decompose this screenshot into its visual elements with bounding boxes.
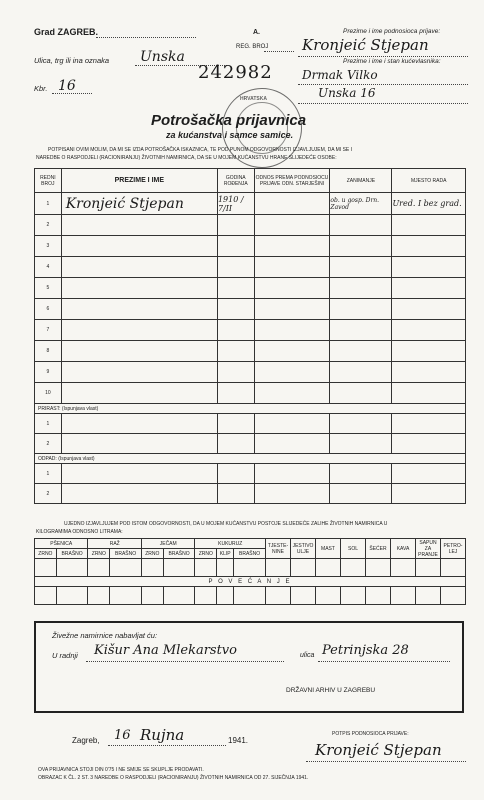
header-relation: ODNOS PREMA PODNOSIOCU PRIJAVE ODN. STARJEŠINI [254,169,330,193]
occupation [330,299,392,320]
table-row [35,464,466,484]
birth-year [217,383,254,404]
person-name [61,362,217,383]
applicant-underline [298,56,468,57]
birth-year [217,215,254,236]
relation [254,236,330,257]
stock-tjestenine: TJESTE-NINE [266,539,291,559]
birth-year [217,320,254,341]
house-number-value: 16 [58,78,76,94]
table-row [35,193,466,215]
person-name [61,236,217,257]
date-month: Rujna [140,726,185,744]
row-number: 5 [35,278,62,299]
workplace: Ured. I bez grad. [392,193,466,215]
stock-group-jecam: JEČAM [141,539,194,549]
row-number: 3 [35,236,62,257]
landlord-name-value: Drmak Vilko [302,68,378,82]
stock-sub: BRAŠNO [56,549,88,559]
header-name: PREZIME I IME [61,169,217,193]
stock-sub: ZRNO [35,549,57,559]
stock-sub: BRAŠNO [234,549,266,559]
stock-sub: KLIP [217,549,234,559]
occupation [330,215,392,236]
table-row [35,320,466,341]
form-title: Potrošačka prijavnica [151,112,307,129]
applicant-name-value: Kronjeić Stjepan [302,36,429,54]
reg-number-label: REG. BROJ [236,44,269,50]
birth-year [217,257,254,278]
row-number: 10 [35,383,62,404]
occupation [330,341,392,362]
shop-label: U radnji [52,651,78,660]
house-number-label: Kbr. [34,84,48,93]
stock-secer: ŠEĆER [366,539,391,559]
form-subtitle: za kućanstva i samce samice. [166,130,294,140]
row-number: 7 [35,320,62,341]
relation [254,383,330,404]
date-underline [108,745,226,746]
stock-row [35,559,466,577]
person-name [61,383,217,404]
occupation [330,320,392,341]
stock-sub: ZRNO [88,549,110,559]
relation [254,299,330,320]
serial-number: 242982 [198,62,273,83]
footer-note-2: OBRAZAC K ČL. 2 ST. 3 NAREDBE O RASPODJELI (RACIONIRANJU) ŽIVOTNIH NAMIRNICA OD 27. SIJEČNJA 1941. [38,775,309,781]
purchase-label: Živežne namirnice nabavljat ću: [52,631,158,640]
stock-sub: BRAŠNO [163,549,195,559]
table-row [35,341,466,362]
prirast-label: PRIRAST: (Ispunjava vlast) [35,404,466,414]
street-value: Unska [140,49,185,65]
person-name [61,215,217,236]
date-year: 1941. [228,736,249,745]
header-birth-year: GODINA ROĐENJA [217,169,254,193]
shop-street-label: ulica [300,652,315,659]
person-name [61,278,217,299]
table-row [35,299,466,320]
signature-label: POTPIS PODNOSIOCA PRIJAVE: [332,731,409,737]
occupation [330,278,392,299]
birth-year: 1910 / 7/II [217,193,254,215]
stock-petrolej: PETRO-LEJ [441,539,466,559]
stock-sub: ZRNO [141,549,163,559]
row-number: 4 [35,257,62,278]
signature-underline [306,761,466,762]
intro-line-1: POTPISANI OVIM MOLIM, DA MI SE IZDA POTROŠAČKA ISKAZNICA, TE POD PUNOM ODGOVORNOSTI IZJAVLJUJEM, DA MI SE I [48,147,353,153]
birth-year [217,362,254,383]
workplace [392,215,466,236]
stock-group-psenica: PŠENICA [35,539,88,549]
shop-underline [86,661,284,662]
shop-name: Kišur Ana Mlekarstvo [94,643,237,658]
stock-sub: BRAŠNO [110,549,142,559]
stock-sapun: SAPUN ZA PRANJE [416,539,441,559]
shop-street: Petrinjska 28 [322,643,409,658]
footer-note-1: OVA PRIJAVNICA STOJI DIN 0'75 I NE SMIJE SE SKUPLJE PRODAVATI. [38,767,204,773]
occupation [330,257,392,278]
relation [254,341,330,362]
stock-sol: SOL [341,539,366,559]
birth-year [217,341,254,362]
povecanje-label: P O V E Ć A N J E [35,577,466,587]
landlord-address-value: Unska 16 [318,86,376,100]
row-number: 8 [35,341,62,362]
birth-year [217,236,254,257]
stock-group-raz: RAŽ [88,539,141,549]
landlord-address-underline [298,103,468,104]
workplace [392,236,466,257]
occupation [330,383,392,404]
stock-jestivo-ulje: JESTIVO ULJE [291,539,316,559]
landlord-underline [298,84,468,85]
header-occupation: ZANIMANJE [330,169,392,193]
relation [254,320,330,341]
row-number: 1 [35,193,62,215]
birth-year [217,299,254,320]
stock-sub: ZRNO [195,549,217,559]
relation [254,278,330,299]
date-day: 16 [114,728,131,743]
header-workplace: MJESTO RADA [392,169,466,193]
person-name [61,341,217,362]
stock-kava: KAVA [391,539,416,559]
row-number: 9 [35,362,62,383]
workplace [392,383,466,404]
workplace [392,257,466,278]
reg-underline [264,51,294,52]
stock-mast: MAST [316,539,341,559]
house-number-underline [52,93,92,94]
city-label: Grad ZAGREB. [34,27,99,37]
person-name [61,320,217,341]
table-row [35,484,466,504]
relation [254,193,330,215]
workplace [392,299,466,320]
row-number: 1 [35,414,62,434]
table-row [35,215,466,236]
form-letter: A. [253,29,260,36]
person-name [61,257,217,278]
seal-text: HRVATSKA [240,96,267,102]
table-row [35,236,466,257]
table-row [35,362,466,383]
header-ordinal: REDNI BROJ [35,169,62,193]
stock-table [34,538,466,605]
stock-row [35,587,466,605]
birth-year [217,278,254,299]
table-row [35,414,466,434]
odpad-label: ODPAD: (Ispunjava vlast) [35,454,466,464]
persons-table [34,168,466,504]
stock-intro-line-1: UJEDNO IZJAVLJUJEM POD ISTOM ODGOVORNOSTI, DA U MOJEM KUĆANSTVU POSTOJE SLIJEDEĆE ZALIHE ŽIVOTNIH NAMIRNICA U [64,521,388,527]
stock-intro-line-2: KILOGRAMIMA ODNOSNO LITRAMA: [36,529,123,535]
relation [254,257,330,278]
place-label: Zagreb, [72,736,100,745]
workplace [392,341,466,362]
person-name: Kronjeić Stjepan [61,193,217,215]
signature: Kronjeić Stjepan [315,741,442,759]
person-name [61,299,217,320]
relation [254,215,330,236]
applicant-name-label: Prezime i ime podnosioca prijave: [343,28,441,35]
shop-street-underline [318,661,450,662]
intro-line-2: NAREDBE O RASPODJELI (RACIONIRANJU) ŽIVOTNIH NAMIRNICA, DA SE U MOJEM KUĆANSTVU HRANE SLIJEDEĆE OSOBE: [36,155,337,161]
table-row [35,383,466,404]
street-label: Ulica, trg ili ina oznaka [34,56,110,65]
occupation [330,236,392,257]
row-number: 6 [35,299,62,320]
row-number: 2 [35,434,62,454]
archive-stamp: DRŽAVNI ARHIV U ZAGREBU [286,687,376,694]
city-underline [96,37,196,38]
occupation [330,362,392,383]
row-number: 1 [35,464,62,484]
workplace [392,278,466,299]
stock-group-kukuruz: KUKURUZ [195,539,266,549]
table-row [35,257,466,278]
relation [254,362,330,383]
landlord-label: Prezime i ime i stan kućevlasnika: [343,58,441,65]
occupation: ob. u gosp. Drn. Zavod [330,193,392,215]
row-number: 2 [35,484,62,504]
workplace [392,362,466,383]
workplace [392,320,466,341]
table-row [35,278,466,299]
table-row [35,434,466,454]
row-number: 2 [35,215,62,236]
